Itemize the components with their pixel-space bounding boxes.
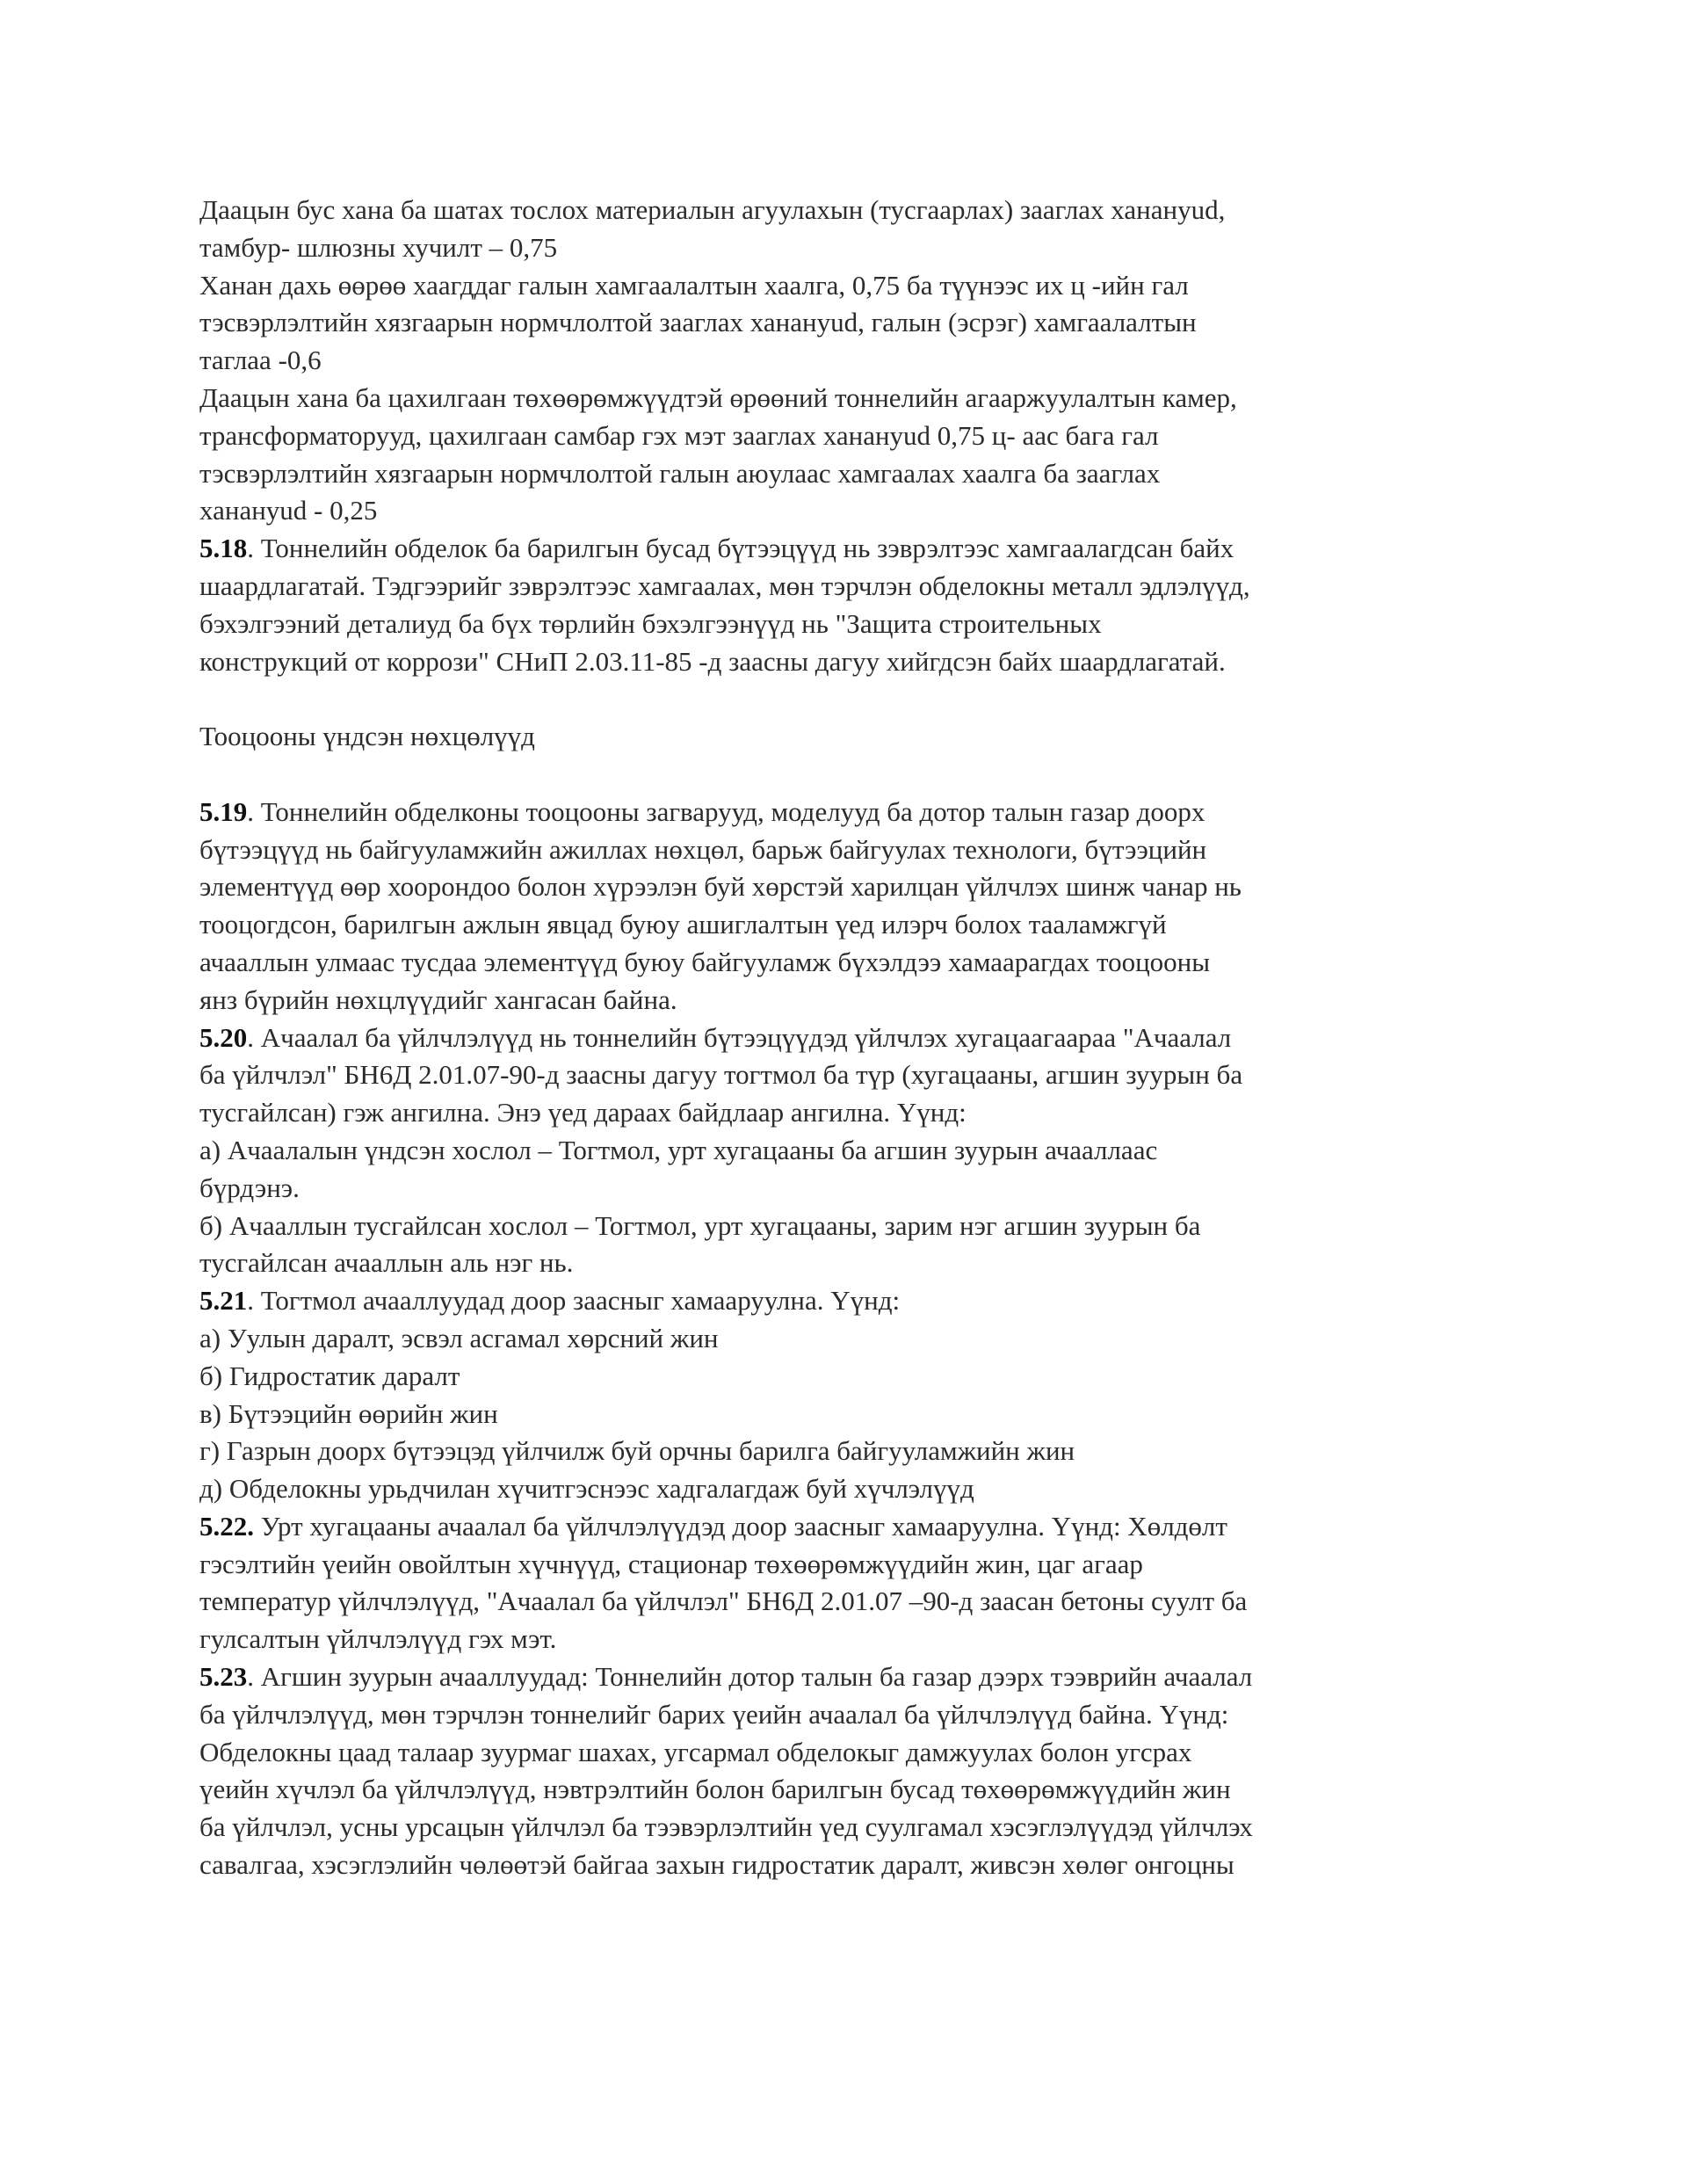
text-line: конструкций от коррози" СНиП 2.03.11-85 -д заасны дагуу хийгдсэн байх шаардлагатай. (199, 645, 1226, 677)
text-line: тэсвэрлэлтийн хязгаарын нормчлолтой галын аюулаас хамгаалах хаалга ба зааглах (199, 457, 1161, 489)
text-line: б) Ачааллын тусгайлсан хослол – Тогтмол, урт хугацааны, зарим нэг агшин зуурын ба (199, 1209, 1201, 1241)
section-5-23-first-line (199, 1658, 1517, 1696)
blank-line (199, 680, 1517, 718)
text-line: шаардлагатай. Тэдгээрийг зэврэлтээс хамгаалах, мөн тэрчлэн обделокны металл эдлэлүүд, (199, 570, 1250, 601)
section-5-21-first-line (199, 1282, 1517, 1320)
text-line: Даацын хана ба цахилгаан төхөөрөмжүүдтэй өрөөний тоннелийн агааржуулалтын камер, (199, 381, 1237, 413)
section-5-22-first-line (199, 1508, 1517, 1546)
text-line: тусгайлсан ачааллын аль нэг нь. (199, 1247, 574, 1279)
text-line: Даацын бус хана ба шатах тослох материалын агуулахын (тусгаарлах) зааглах ханануud, (199, 194, 1226, 225)
text-line: тэсвэрлэлтийн хязгаарын нормчлолтой зааглах ханануud, галын (эсрэг) хамгаалалтын (199, 307, 1197, 338)
section-5-20-first-line (199, 1019, 1517, 1057)
section-5-19-first-line (199, 794, 1517, 831)
text-line: янз бүрийн нөхцлүүдийг хангасан байна. (199, 983, 677, 1015)
text-line: ба үйлчлэл, усны урсацын үйлчлэл ба тээвэрлэлтийн үед суулгамал хэсэглэлүүдэд үйлчлэх (199, 1811, 1253, 1843)
text-line: тусгайлсан) гэж ангилна. Энэ үед дараах байдлаар ангилна. Үүнд: (199, 1097, 967, 1128)
list-item: а) Уулын даралт, эсвэл асгамал хөрсний жин (199, 1322, 719, 1353)
text-line: үеийн хүчлэл ба үйлчлэлүүд, нэвтрэлтийн болон барилгын бусад төхөөрөмжүүдийн жин (199, 1774, 1231, 1805)
text-line: Обделокны цаад талаар зуурмаг шахах, угсармал обделокыг дамжуулах болон угсрах (199, 1736, 1192, 1767)
section-text: . Тоннелийн обделконы тооцооны загварууд, моделууд ба дотор талын газар доорх (247, 795, 1206, 827)
text-line: ачааллын улмаас тусдаа элементүүд буюу байгууламж бүхэлдээ хамаарагдах тооцооны (199, 946, 1211, 977)
section-text: . Ачаалал ба үйлчлэлүүд нь тоннелийн бүтээцүүдэд үйлчлэх хугацаагаараа "Ачаалал (247, 1021, 1232, 1053)
text-line: ба үйлчлэл" БН6Д 2.01.07-90-д заасны дагуу тогтмол ба түр (хугацааны, агшин зуурын ба (199, 1059, 1243, 1091)
text-line: бүрдэнэ. (199, 1172, 300, 1203)
section-text: . Тогтмол ачааллуудад доор заасныг хамааруулна. Үүнд: (247, 1285, 901, 1317)
text-line: тамбур- шлюзны хучилт – 0,75 (199, 231, 558, 263)
list-item: в) Бүтээцийн өөрийн жин (199, 1397, 498, 1429)
list-item: д) Обделокны урьдчилан хүчитгэснээс хадгалагдаж буй хүчлэлүүд (199, 1473, 974, 1505)
text-line: ханануud - 0,25 (199, 495, 378, 526)
list-item: г) Газрын доорх бүтээцэд үйлчилж буй орчны барилга байгууламжийн жин (199, 1435, 1075, 1467)
text-line: элементүүд өөр хоорондоо болон хүрээлэн буй хөрстэй харилцан үйлчлэх шинж чанар нь (199, 871, 1242, 903)
text-line: температур үйлчлэлүүд, "Ачаалал ба үйлчлэл" БН6Д 2.01.07 –90-д заасан бетоны суулт ба (199, 1585, 1248, 1617)
section-number: 5.19 (199, 795, 248, 827)
list-item: б) Гидростатик даралт (199, 1360, 460, 1391)
section-number: 5.18 (199, 533, 248, 564)
text-line: трансформаторууд, цахилгаан самбар гэх мэт зааглах ханануud 0,75 ц- аас бага гал (199, 419, 1159, 451)
text-line: ба үйлчлэлүүд, мөн тэрчлэн тоннелийг барих үеийн ачаалал ба үйлчлэлүүд байна. Үүнд: (199, 1698, 1229, 1730)
text-line: гулсалтын үйлчлэлүүд гэх мэт. (199, 1623, 557, 1655)
section-text: Урт хугацааны ачаалал ба үйлчлэлүүдэд доор заасныг хамааруулна. Үүнд: Хөлдөлт (254, 1510, 1227, 1542)
document-body (199, 192, 1517, 1884)
section-text: . Тоннелийн обделок ба барилгын бусад бүтээцүүд нь зэврэлтээс хамгаалагдсан байх (247, 533, 1234, 564)
text-line: бүтээцүүд нь байгууламжийн ажиллах нөхцөл, барьж байгуулах технологи, бүтээцийн (199, 833, 1207, 865)
section-text: . Агшин зуурын ачааллуудад: Тоннелийн дотор талын ба газар дээрх тээврийн ачаалал (247, 1661, 1253, 1693)
section-number: 5.21 (199, 1285, 248, 1317)
text-line: таглаа -0,6 (199, 345, 322, 376)
text-line: а) Ачаалалын үндсэн хослол – Тогтмол, урт хугацааны ба агшин зуурын ачааллаас (199, 1134, 1158, 1165)
blank-line (199, 756, 1517, 794)
text-line: гэсэлтийн үеийн овойлтын хүчнүүд, стационар төхөөрөмжүүдийн жин, цаг агаар (199, 1548, 1143, 1579)
section-heading: Тооцооны үндсэн нөхцөлүүд (199, 721, 535, 752)
text-line: тооцогдсон, барилгын ажлын явцад буюу ашиглалтын үед илэрч болох тааламжгүй (199, 909, 1167, 940)
section-number: 5.23 (199, 1661, 248, 1693)
section-5-18-first-line (199, 530, 1517, 568)
text-line: бэхэлгээний деталиуд ба бүх төрлийн бэхэлгээнүүд нь "Защита строительных (199, 607, 1102, 639)
section-number: 5.20 (199, 1021, 248, 1053)
section-number: 5.22. (199, 1510, 254, 1542)
text-line: Ханан дахь өөрөө хаагддаг галын хамгаалалтын хаалга, 0,75 ба түүнээс их ц -ийн гал (199, 269, 1189, 301)
text-line: савалгаа, хэсэглэлийн чөлөөтэй байгаа захын гидростатик даралт, живсэн хөлөг онгоцны (199, 1849, 1234, 1881)
